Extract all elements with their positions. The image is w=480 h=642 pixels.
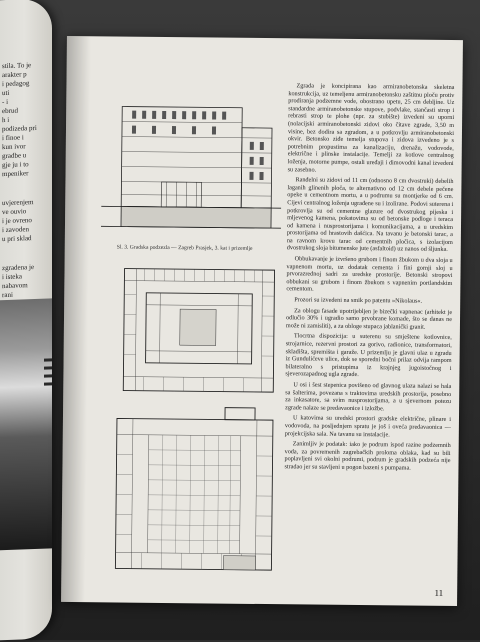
left-page-text-line: zgradena je (2, 263, 48, 274)
left-page-text-line: uti (2, 88, 48, 99)
third-floor-plan (119, 265, 280, 397)
left-page-photo (0, 298, 52, 550)
left-page-text-line: stila. To je (2, 61, 48, 72)
article-paragraph: Zanimljiv je podatak: iako je podrum ispod razine podzemnih voda, za povremenih zagrebačkih proloma oblaka, kad su bili poplavljeni svi okolni podrumi, podrum je gradskih podzeća nije stradao jer su stavljeni u pogon bazeni s pumpama. (284, 440, 450, 472)
left-page-text-line: podizeda pri (2, 124, 48, 135)
left-page-text-line: u pri sklad (2, 234, 48, 245)
building-section-drawing (101, 86, 283, 238)
article-text-column (284, 82, 454, 475)
left-page-text-line: i je ovreno (2, 216, 48, 227)
article-paragraph: Obbukavanje je izvršeno grubom i finom žbukom u dva sloja u vapnenom mortu, uz dodatak cementa i fini gornji sloj u prvorazrednoj sadri za uredske prostorije. Betonski stropovi obbukani su grubom i finom žbukom s vapnenim portlandskim cementom. (286, 255, 452, 295)
left-page-text-line: arakter p (2, 70, 48, 81)
left-page-text-line: gradbe u (2, 151, 48, 162)
article-paragraph: U katovima su uredski prostori gradske električne, plinare i vodovoda, na posljednjem spratu je još i ovećа predavaonica — projekcijska sala. Na tavanu su instalacije. (285, 415, 451, 440)
left-page-text-line: i finoe i (2, 133, 48, 144)
article-paragraph: Ranđelni su zidovi od 11 cm (odnosno 8 cm dvostruki) debelih laganih glinenih ploča, te alternativno od 12 cm debele pečene opeke u cementnom mortu, a u podrumu su montjerke od 6 cm. Cijevi centralnog loženja ugrađene su i izolirane. Podovi suterena i potkrovlja su od cementne glazure od dvostrukog pijeska i mljevenog kamena, pokatovima su od betonske podloge i teraca od kamena i nusprostorijama i komunikacijama, a u uredskim prostorijama od hrastovih dašćica. Na tavanu je betonski tarac, a na ravnom krovu tarac od cementnih pločica, s izolacijom dvostrukog sloja bitumenske jute (asfaltoid) uz nanos od šljunka. (287, 176, 454, 254)
article-paragraph: Tlocrtna dispozicija: u suterenu su smještene kotlovnice, strojarnice, rezervni prostori za gorivo, radionice, transformatori, skladišta, spremišta i garaže. U prizemlju je glavni ulaz u zgradu iz Gundulićeve ulice, dok se sporedni bočni prilaz odvija rampom bilateralno s pristupima iz krajnjeg jugoistočnog i sjeverozapadnog ugla zgrade. (285, 333, 451, 380)
left-page-text-line: gje ju i to (2, 160, 48, 171)
left-page-text-line: ebrud (2, 106, 48, 117)
left-page-text-line: rani (2, 290, 48, 301)
article-paragraph: U osi i šest stepenica povišeno od glavnog ulaza nalazi se hala sa šalterima, povezana s traktovima uredskih prostorija, posebno za inkasatore, sa svim nusprostorijama, a u sjevernom potezu zgrade nalaze se predavaonice i izložbe. (285, 381, 451, 413)
left-page-text-line: ve ouvio (2, 207, 48, 218)
article-paragraph: Za oblogu fasade upotrijebljen je bizečki vapnenac (arhitekt je odlučio 30% i ugradio samo prvobrane komade, što se danas ne može ni zamisliti), a za oblogе stupaca jablanički granit. (286, 307, 452, 332)
left-page-text-line: i zavoden (2, 225, 48, 236)
left-page-text-line: h i (2, 115, 48, 126)
page-gutter-shadow (61, 36, 91, 602)
ground-floor-plan (111, 404, 281, 576)
page-number: 11 (434, 588, 443, 598)
article-paragraph: Prozori su izvedeni na smik po patentu »Nikolaus«. (286, 296, 452, 305)
article-paragraph: Zgrada je koncipirana kao armiranobetonska skeletna konstrukcija, uz temeljenu armiranobetonsku zaštitnu ploču protiv prodiranja podzemne vode, obostrano upetu, 25 cm debljine. Uz standardne armiranobetonske stupove, podvlake, stančasti strop i rebrasti strop te plohe (npr. za stubište) izvedeni su uporni (nolacijski armiranobetonski zidovi oko čitave zgrade, 3,50 m visine, bez dodira sa zgradom, a u potkrovlju armiranobetonski okvir. Betonsko ziđe temelja stupova i zidova izvedeno je s potrebnim propustima za kanalizaciju, drenažu, vodovode, električne i plinske instalacije. Temelji za kotlove centralnog loženja, motorne pumpe, ostali uređaji i dimovodni kanal izvedeni su zasebno. (288, 82, 455, 175)
left-page-text-line: - i (2, 97, 48, 108)
left-page-text-line: i pedagog (2, 79, 48, 90)
left-page-text-line: mpeniker (2, 169, 48, 180)
left-page-text-line: nabavom (2, 281, 48, 292)
figure-caption: Sl. 3. Gradska podzezla — Zagreb Prasjek, 3. kat i prizemlje (117, 244, 267, 253)
book-page (61, 36, 463, 606)
left-page-text-line: uvjerenjem (2, 198, 48, 209)
left-page-text-line: i isteka (2, 272, 48, 283)
left-page-text-line: kun ivor (2, 142, 48, 153)
left-page-fragment (0, 0, 52, 642)
